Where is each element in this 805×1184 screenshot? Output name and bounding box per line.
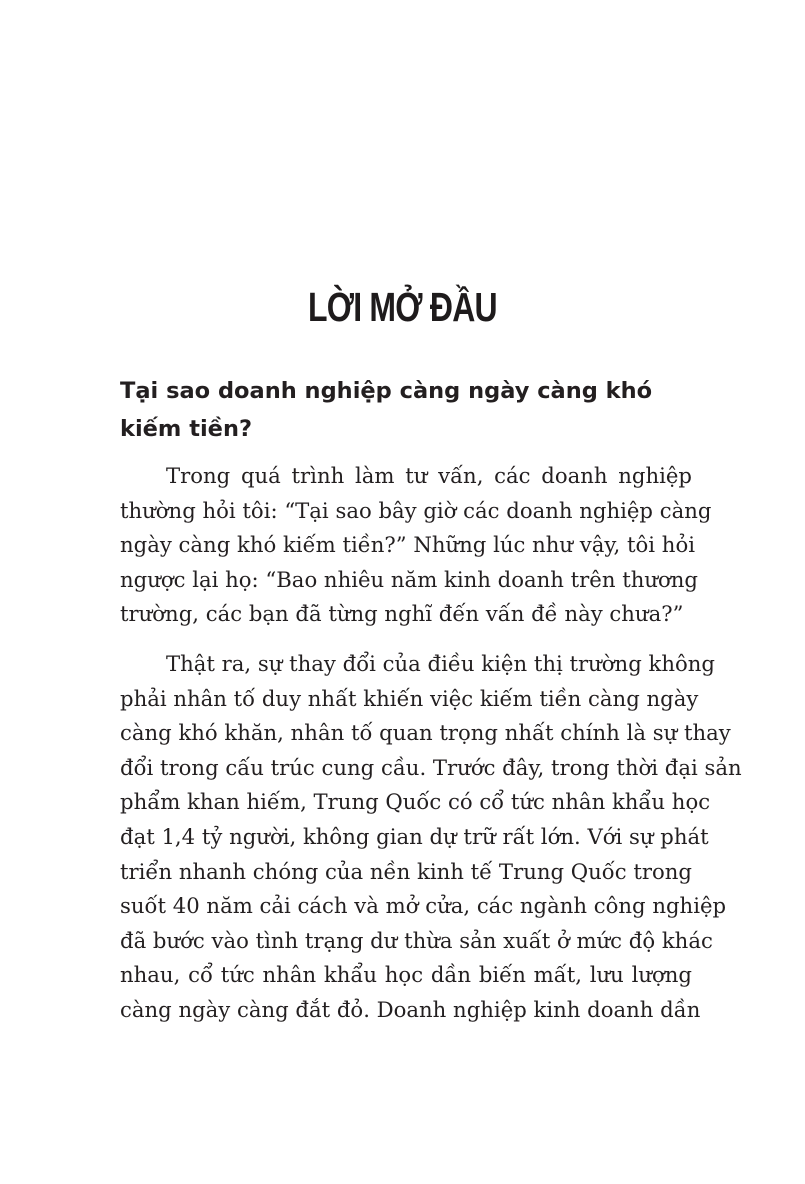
text-line: Trong quá trình làm tư vấn, các doanh nghiệp <box>166 463 692 488</box>
text-line: thường hỏi tôi: “Tại sao bây giờ các doanh nghiệp càng <box>120 497 712 523</box>
text-line: đổi trong cấu trúc cung cầu. Trước đây, trong thời đại sản <box>120 754 742 780</box>
paragraph-2 <box>120 647 742 1028</box>
text-line: đã bước vào tình trạng dư thừa sản xuất ở mức độ khác <box>120 927 713 953</box>
text-line: ngược lại họ: “Bao nhiêu năm kinh doanh trên thương <box>120 566 698 592</box>
text-line: càng khó khăn, nhân tố quan trọng nhất chính là sự thay <box>120 720 731 746</box>
section-heading <box>120 372 680 448</box>
text-line: phải nhân tố duy nhất khiến việc kiếm tiền càng ngày <box>120 685 699 711</box>
text-line: đạt 1,4 tỷ người, không gian dự trữ rất lớn. Với sự phát <box>120 823 709 849</box>
text-line: phẩm khan hiếm, Trung Quốc có cổ tức nhân khẩu học <box>120 789 711 815</box>
text-line: ngày càng khó kiếm tiền?” Những lúc như vậy, tôi hỏi <box>120 532 695 558</box>
paragraph-1 <box>120 459 712 632</box>
text-line: nhau, cổ tức nhân khẩu học dần biến mất, lưu lượng <box>120 962 692 988</box>
section-heading-line: kiếm tiền? <box>120 416 253 442</box>
text-line: càng ngày càng đắt đỏ. Doanh nghiệp kinh doanh dần <box>120 996 701 1022</box>
section-heading-line: Tại sao doanh nghiệp càng ngày càng khó <box>120 378 653 404</box>
chapter-title: LỜI MỞ ĐẦU <box>307 284 497 331</box>
text-line: trường, các bạn đã từng nghĩ đến vấn đề này chưa?” <box>120 601 684 627</box>
text-line: triển nhanh chóng của nền kinh tế Trung Quốc trong <box>120 858 692 884</box>
text-line: suốt 40 năm cải cách và mở cửa, các ngành công nghiệp <box>120 893 727 919</box>
text-line: Thật ra, sự thay đổi của điều kiện thị trường không <box>166 651 715 676</box>
